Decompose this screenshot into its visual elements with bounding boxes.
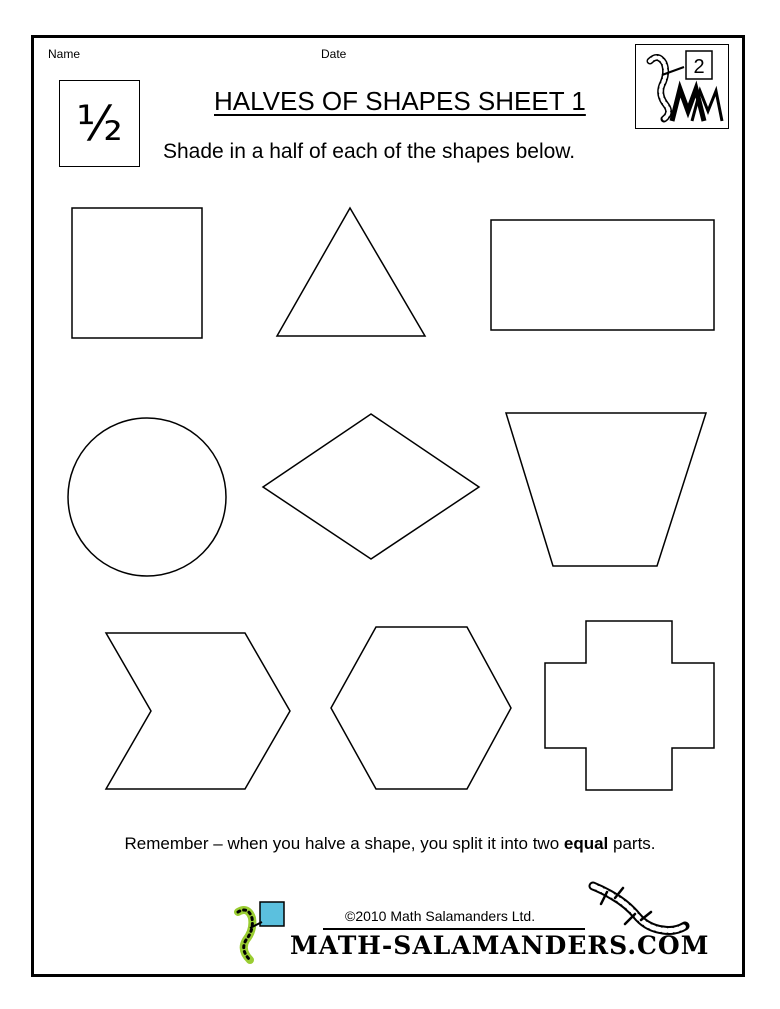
chevron-shape[interactable]: [106, 633, 290, 789]
rhombus-shape[interactable]: [263, 414, 479, 559]
copyright-text: ©2010 Math Salamanders Ltd.: [345, 908, 536, 924]
page-title: HALVES OF SHAPES SHEET 1: [214, 86, 586, 116]
date-label: Date: [321, 47, 347, 61]
name-label: Name: [48, 47, 81, 61]
circle-shape[interactable]: [68, 418, 226, 576]
cross-shape[interactable]: [545, 621, 714, 790]
reminder-emphasis: equal: [563, 834, 609, 853]
square-shape[interactable]: [72, 208, 202, 338]
instruction-text: Shade in a half of each of the shapes below.: [163, 140, 576, 163]
triangle-shape[interactable]: [277, 208, 425, 336]
reminder-start: Remember – when you halve a shape, you split it into two: [124, 834, 564, 853]
fraction-symbol: ½: [76, 95, 123, 152]
footer-salamander-logo: [228, 898, 290, 968]
trapezoid-shape[interactable]: [506, 413, 706, 566]
site-name[interactable]: MATH-SALAMANDERS.COM: [290, 931, 710, 960]
salamander-icon: [585, 880, 695, 950]
grade-badge: 2: [693, 56, 705, 78]
rectangle-shape[interactable]: [491, 220, 714, 330]
hexagon-shape[interactable]: [331, 627, 511, 789]
footer-divider: [323, 928, 585, 930]
reminder-text: [0, 834, 780, 854]
reminder-end: parts.: [608, 834, 656, 853]
